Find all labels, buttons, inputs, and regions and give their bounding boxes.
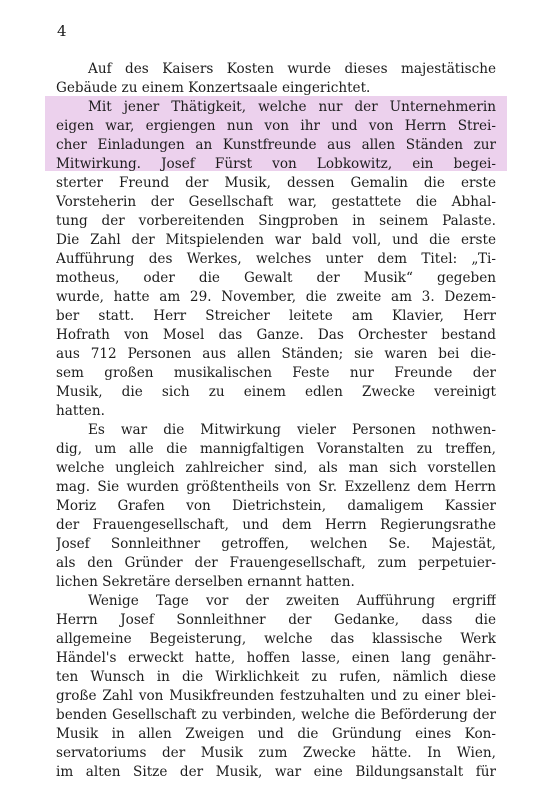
- text-line: motheus, oder die Gewalt der Musik“ gegeben: [56, 270, 496, 286]
- text-line: benden Gesellschaft zu verbinden, welche die Beförderung der: [56, 707, 496, 723]
- text-line: Hofrath von Mosel das Ganze. Das Orchester bestand: [56, 327, 496, 343]
- text-line: sem großen musikalischen Feste nur Freunde der: [56, 365, 496, 381]
- text-line: ber statt. Herr Streicher leitete am Klavier, Herr: [56, 308, 496, 324]
- text-line: Moriz Grafen von Dietrichstein, damaligem Kassier: [56, 498, 496, 514]
- text-line: wurde, hatte am 29. November, die zweite am 3. Dezem-: [56, 289, 496, 305]
- text-line: allgemeine Begeisterung, welche das klassische Werk: [56, 631, 496, 647]
- text-line: mag. Sie wurden größtentheils von Sr. Exzellenz dem Herrn: [56, 479, 496, 495]
- text-line: Die Zahl der Mitspielenden war bald voll, und die erste: [56, 232, 496, 248]
- text-line: hatten.: [56, 403, 105, 419]
- text-line: aus 712 Personen aus allen Ständen; sie waren bei die-: [56, 346, 496, 362]
- text-line: Wenige Tage vor der zweiten Aufführung ergriff: [88, 593, 496, 609]
- text-line: Aufführung des Werkes, welches unter dem Titel: „Ti-: [56, 251, 496, 267]
- text-line: Gebäude zu einem Konzertsaale eingerichtet.: [56, 80, 371, 96]
- text-line: lichen Sekretäre derselben ernannt hatten.: [56, 574, 355, 590]
- text-line: servatoriums der Musik zum Zwecke hätte. In Wien,: [56, 745, 496, 761]
- text-line: Mit jener Thätigkeit, welche nur der Unternehmerin: [88, 99, 496, 115]
- text-line: Es war die Mitwirkung vieler Personen nothwen-: [88, 422, 496, 438]
- text-line: im alten Sitze der Musik, war eine Bildungsanstalt für: [56, 764, 496, 780]
- text-line: cher Einladungen an Kunstfreunde aus allen Ständen zur: [56, 137, 496, 153]
- text-line: Auf des Kaisers Kosten wurde dieses majestätische: [88, 61, 496, 77]
- text-line: Josef Sonnleithner getroffen, welchen Se. Majestät,: [56, 536, 496, 552]
- text-line: Musik in allen Zweigen und die Gründung eines Kon-: [56, 726, 496, 742]
- text-line: tung der vorbereitenden Singproben in seinem Palaste.: [56, 213, 496, 229]
- body-text: [56, 60, 496, 782]
- text-line: der Frauengesellschaft, und dem Herrn Regierungsrathe: [56, 517, 496, 533]
- text-line: Mitwirkung. Josef Fürst von Lobkowitz, ein begei-: [56, 156, 496, 172]
- text-line: ten Wunsch in die Wirklichkeit zu rufen, nämlich diese: [56, 669, 496, 685]
- text-line: große Zahl von Musikfreunden festzuhalten und zu einer blei-: [56, 688, 496, 704]
- text-line: Herrn Josef Sonnleithner der Gedanke, dass die: [56, 612, 496, 628]
- text-line: Musik, die sich zu einem edlen Zwecke vereinigt: [56, 384, 496, 400]
- page-number: 4: [57, 22, 67, 40]
- text-line: welche ungleich zahlreicher sind, als man sich vorstellen: [56, 460, 496, 476]
- text-line: als den Gründer der Frauengesellschaft, zum perpetuier-: [56, 555, 496, 571]
- text-line: dig, um alle die mannigfaltigen Voranstalten zu treffen,: [56, 441, 496, 457]
- text-line: Händel's erweckt hatte, hoffen lasse, einen lang genähr-: [56, 650, 496, 666]
- text-line: sterter Freund der Musik, dessen Gemalin die erste: [56, 175, 496, 191]
- text-line: eigen war, ergiengen nun von ihr und von Herrn Strei-: [56, 118, 496, 134]
- text-line: Vorsteherin der Gesellschaft war, gestattete die Abhal-: [56, 194, 496, 210]
